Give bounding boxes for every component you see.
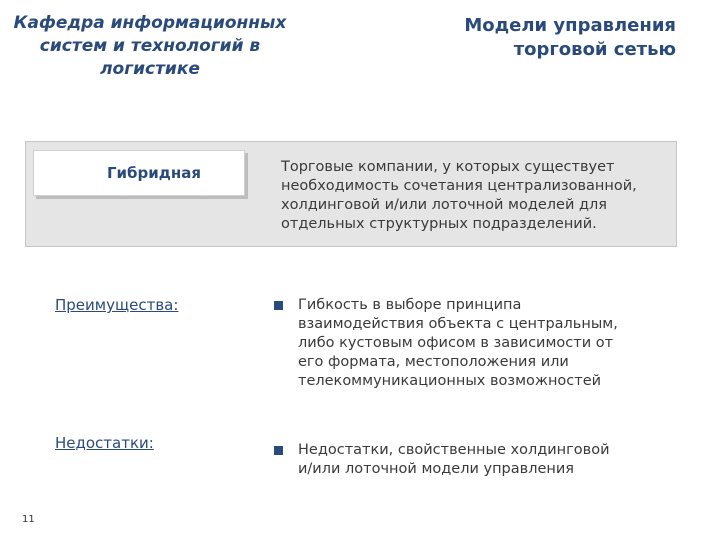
advantages-bullet-icon — [274, 301, 283, 310]
model-type-label: Гибридная — [106, 164, 202, 182]
advantages-line: взаимодействия объекта с центральным, — [298, 316, 618, 332]
description-line: отдельных структурных подразделений. — [281, 216, 597, 232]
advantages-line: его формата, местоположения или — [298, 354, 569, 370]
department-title — [0, 12, 300, 81]
model-description — [281, 158, 671, 234]
page-number: 11 — [22, 514, 35, 525]
description-line: Торговые компании, у которых существует — [281, 159, 615, 175]
department-line-2: систем и технологий в — [39, 36, 261, 56]
model-type-box — [33, 150, 245, 196]
advantages-line: Гибкость в выборе принципа — [298, 297, 522, 313]
description-line: необходимость сочетания централизованной, — [281, 178, 637, 194]
disadvantages-text — [298, 441, 610, 479]
disadvantages-bullet-icon — [274, 446, 283, 455]
slide-title-line-2: торговой сетью — [513, 39, 676, 60]
description-line: холдинговой и/или лоточной моделей для — [281, 197, 608, 213]
disadvantages-line: и/или лоточной модели управления — [298, 461, 575, 477]
disadvantages-label: Недостатки: — [55, 434, 154, 452]
slide-title-line-1: Модели управления — [464, 15, 676, 36]
disadvantages-line: Недостатки, свойственные холдинговой — [298, 442, 610, 458]
advantages-label: Преимущества: — [55, 296, 179, 314]
department-line-1: Кафедра информационных — [13, 13, 287, 33]
advantages-text — [298, 296, 618, 391]
department-line-3: логистике — [100, 59, 200, 79]
advantages-line: либо кустовым офисом в зависимости от — [298, 335, 614, 351]
slide-title — [356, 14, 676, 62]
advantages-line: телекоммуникационных возможностей — [298, 373, 602, 389]
